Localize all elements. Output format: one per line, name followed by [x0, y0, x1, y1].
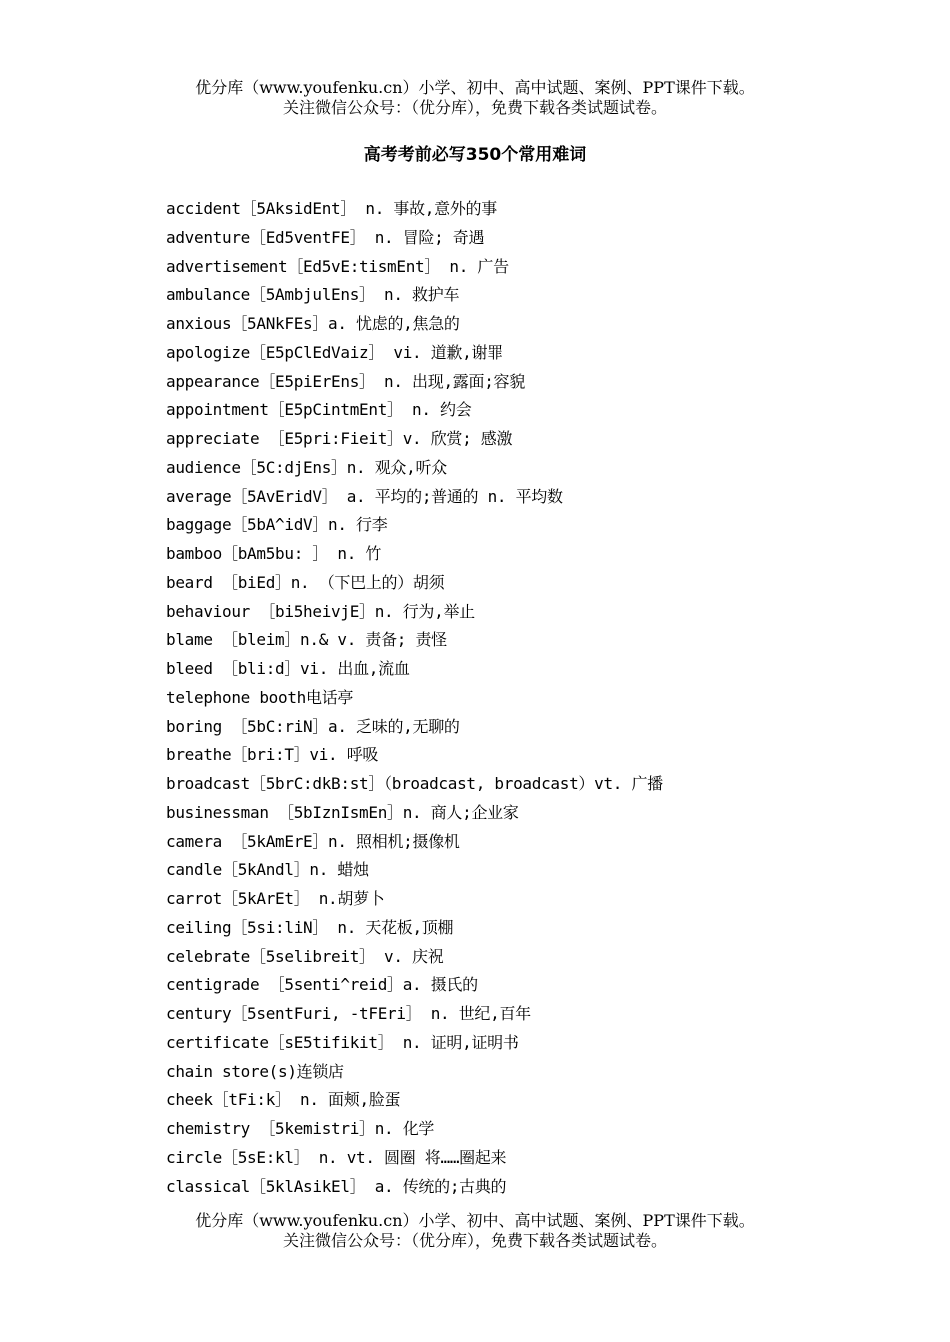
vocabulary-entry: classical［5klAsikEl］ a. 传统的;古典的: [166, 1176, 507, 1196]
vocabulary-entry: circle［5sE:kl］ n. vt. 圆圈 将……圈起来: [166, 1147, 507, 1167]
vocabulary-entry: appreciate ［E5pri:Fieit］v. 欣赏; 感激: [166, 429, 513, 448]
vocabulary-entry: audience［5C:djEns］n. 观众,听众: [166, 457, 447, 477]
footer-line-1: 优分库（www.youfenku.cn）小学、初中、高中试题、案例、PPT课件下载。: [195, 1211, 755, 1230]
vocabulary-entry: businessman ［5bIznIsmEn］n. 商人;企业家: [166, 802, 519, 822]
vocabulary-entry: bleed ［bli:d］vi. 出血,流血: [166, 659, 410, 678]
vocabulary-entry: centigrade ［5senti^reid］a. 摄氏的: [166, 975, 478, 995]
vocabulary-entry: century［5sentFuri, -tFEri］ n. 世纪,百年: [166, 1004, 531, 1023]
header-line-2: 关注微信公众号：（优分库），免费下载各类试题试卷。: [282, 98, 667, 117]
vocabulary-entry: ambulance［5AmbjulEns］ n. 救护车: [166, 285, 460, 305]
page-footer: [0, 1211, 950, 1251]
vocabulary-entry: camera ［5kAmErE］n. 照相机;摄像机: [166, 831, 460, 851]
vocabulary-entry: apologize［E5pClEdVaiz］ vi. 道歉,谢罪: [166, 342, 503, 362]
vocabulary-entry: telephone booth电话亭: [166, 687, 354, 707]
vocabulary-entry: boring ［5bC:riN］a. 乏味的,无聊的: [166, 716, 460, 736]
vocabulary-entry: average［5AvEridV］ a. 平均的;普通的 n. 平均数: [166, 486, 563, 506]
vocabulary-entry: carrot［5kArEt］ n.胡萝卜: [166, 889, 385, 908]
vocabulary-entry: chemistry ［5kemistri］n. 化学: [166, 1119, 435, 1138]
vocabulary-entry: baggage［5bA^idV］n. 行李: [166, 515, 388, 535]
vocabulary-entry: breathe［bri:T］vi. 呼吸: [166, 745, 379, 765]
vocabulary-entry: advertisement［Ed5vE:tismEnt］ n. 广告: [166, 256, 509, 276]
vocabulary-entry: appearance［E5piErEns］ n. 出现,露面;容貌: [166, 371, 525, 391]
vocabulary-entry: broadcast［5brC:dkB:st］（broadcast, broadcast）vt. 广播: [166, 774, 663, 793]
vocabulary-entry: chain store(s)连锁店: [166, 1061, 344, 1081]
footer-line-2: 关注微信公众号：（优分库），免费下载各类试题试卷。: [282, 1231, 667, 1250]
vocabulary-entry: ceiling［5si:liN］ n. 天花板,顶棚: [166, 917, 454, 937]
vocabulary-list: [166, 195, 866, 1201]
page-header: [0, 78, 950, 118]
vocabulary-entry: celebrate［5selibreit］ v. 庆祝: [166, 946, 444, 966]
vocabulary-entry: cheek［tFi:k］ n. 面颊,脸蛋: [166, 1090, 401, 1110]
vocabulary-entry: certificate［sE5tifikit］ n. 证明,证明书: [166, 1032, 519, 1052]
header-line-1: 优分库（www.youfenku.cn）小学、初中、高中试题、案例、PPT课件下载。: [195, 78, 755, 97]
vocabulary-entry: appointment［E5pCintmEnt］ n. 约会: [166, 400, 472, 420]
vocabulary-entry: beard ［biEd］n. （下巴上的）胡须: [166, 572, 445, 592]
vocabulary-entry: adventure［Ed5ventFE］ n. 冒险; 奇遇: [166, 227, 485, 247]
document-title: 高考考前必写350个常用难词: [363, 145, 587, 165]
vocabulary-entry: behaviour ［bi5heivjE］n. 行为,举止: [166, 601, 475, 621]
vocabulary-entry: accident［5AksidEnt］ n. 事故,意外的事: [166, 199, 497, 218]
vocabulary-entry: bamboo［bAm5bu: ］ n. 竹: [166, 544, 382, 563]
vocabulary-entry: candle［5kAndl］n. 蜡烛: [166, 860, 369, 880]
vocabulary-entry: anxious［5ANkFEs］a. 忧虑的,焦急的: [166, 314, 460, 333]
vocabulary-entry: blame ［bleim］n.& v. 责备; 责怪: [166, 630, 447, 650]
